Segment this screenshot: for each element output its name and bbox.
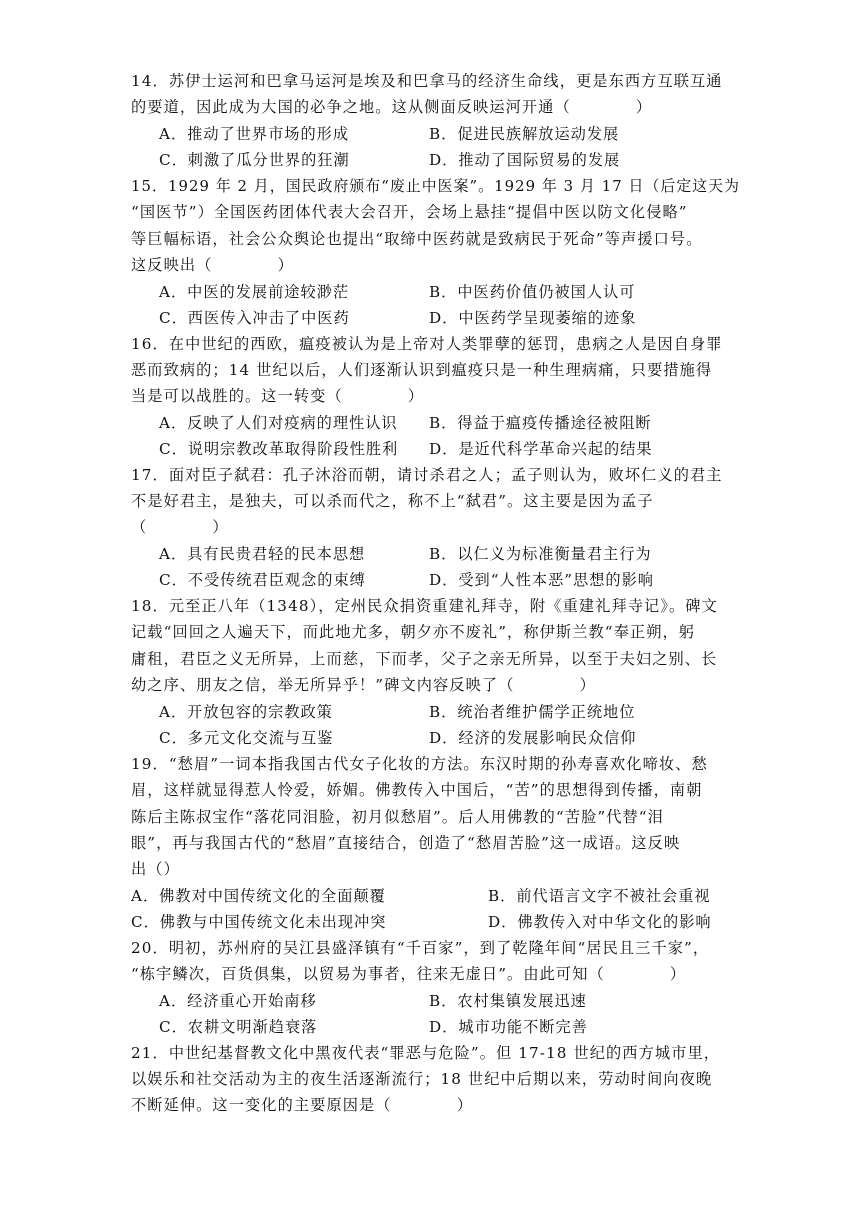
question-15-option-a[interactable]: A．中医的发展前途较渺茫	[159, 283, 350, 301]
question-14-option-c[interactable]: C．刺激了瓜分世界的狂潮	[159, 151, 350, 169]
question-18-option-b[interactable]: B．统治者维护儒学正统地位	[429, 703, 636, 721]
question-19-option-c[interactable]: C．佛教与中国传统文化未出现冲突	[131, 913, 387, 931]
question-19-stem-line-3: 陈后主陈叔宝作“落花同泪脸，初月似愁眉”。后人用佛教的“苦脸”代替“泪	[131, 808, 664, 826]
question-20-option-a[interactable]: A．经济重心开始南移	[159, 992, 317, 1010]
question-19-option-b[interactable]: B．前代语言文字不被社会重视	[488, 887, 711, 905]
question-16-stem-line-1: 16．在中世纪的西欧，瘟疫被认为是上帝对人类罪孽的惩罚，患病之人是因自身罪	[131, 335, 723, 353]
question-18-option-c[interactable]: C．多元文化交流与互鉴	[159, 729, 334, 747]
question-20-stem-line-2: “栋宇鳞次，百货俱集，以贸易为事者，往来无虚日”。由此可知（ ）	[131, 965, 687, 983]
question-17-stem-line-3: （ ）	[131, 518, 229, 536]
question-19-option-d[interactable]: D．佛教传入对中华文化的影响	[488, 913, 712, 931]
question-18-stem-line-1: 18．元至正八年（1348），定州民众捐资重建礼拜寺，附《重建礼拜寺记》。碑文	[131, 597, 718, 615]
question-14-option-d[interactable]: D．推动了国际贸易的发展	[429, 151, 621, 169]
question-19-stem-line-5: 出（）	[131, 860, 180, 878]
question-16-stem-line-3: 当是可以战胜的。这一转变（ ）	[131, 387, 425, 405]
question-18-stem-line-3: 庸租，君臣之义无所异，上而慈，下而孝，父子之亲无所异，以至于夫妇之别、长	[131, 650, 718, 668]
question-19-stem-line-1: 19．“愁眉”一词本指我国古代女子化妆的方法。东汉时期的孙寿喜欢化啼妆、愁	[131, 755, 708, 773]
question-15-stem-line-2: “国医节”）全国医药团体代表大会召开，会场上悬挂“提倡中医以防文化侵略”	[131, 203, 688, 221]
question-17-stem-line-1: 17．面对臣子弑君：孔子沐浴而朝，请讨杀君之人；孟子则认为，败坏仁义的君主	[131, 466, 723, 484]
question-16-option-b[interactable]: B．得益于瘟疫传播途径被阻断	[429, 414, 652, 432]
question-15-stem-line-1: 15．1929 年 2 月，国民政府颁布“废止中医案”。1929 年 3 月 17 日（后定这天为	[131, 177, 740, 195]
question-15-stem-line-3: 等巨幅标语，社会公众舆论也提出“取缔中医药就是致病民于死命”等声援口号。	[131, 230, 703, 248]
question-15-option-b[interactable]: B．中医药价值仍被国人认可	[429, 283, 636, 301]
question-20-option-c[interactable]: C．农耕文明渐趋衰落	[159, 1018, 318, 1036]
question-21-stem-line-1: 21．中世纪基督教文化中黑夜代表“罪恶与危险”。但 17-18 世纪的西方城市里，	[131, 1044, 721, 1062]
question-18-option-d[interactable]: D．经济的发展影响民众信仰	[429, 729, 637, 747]
question-14-stem-line-2: 的要道，因此成为大国的必争之地。这从侧面反映运河开通（ ）	[131, 98, 653, 116]
question-14-stem-line-1: 14．苏伊士运河和巴拿马运河是埃及和巴拿马的经济生命线，更是东西方互联互通	[131, 72, 723, 90]
question-17-option-d[interactable]: D．受到“人性本恶”思想的影响	[429, 571, 654, 589]
question-15-option-c[interactable]: C．西医传入冲击了中医药	[159, 309, 350, 327]
question-21-stem-line-3: 不断延伸。这一变化的主要原因是（ ）	[131, 1096, 474, 1114]
question-19-option-a[interactable]: A．佛教对中国传统文化的全面颠覆	[131, 887, 386, 905]
question-20-stem-line-1: 20．明初，苏州府的吴江县盛泽镇有“千百家”，到了乾隆年间“居民且三千家”，	[131, 939, 710, 957]
question-17-stem-line-2: 不是好君主，是独夫，可以杀而代之，称不上“弑君”。这主要是因为孟子	[131, 492, 654, 510]
question-18-stem-line-2: 记载“回回之人遍天下，而此地尤多，朝夕亦不废礼”，称伊斯兰教“奉正朔，躬	[131, 623, 696, 641]
question-16-option-d[interactable]: D．是近代科学革命兴起的结果	[429, 440, 653, 458]
question-18-option-a[interactable]: A．开放包容的宗教政策	[159, 703, 333, 721]
question-16-option-c[interactable]: C．说明宗教改革取得阶段性胜利	[159, 440, 399, 458]
question-16-option-a[interactable]: A．反映了人们对疫病的理性认识	[159, 414, 398, 432]
question-21-stem-line-2: 以娱乐和社交活动为主的夜生活逐渐流行；18 世纪中后期以来，劳动时间向夜晚	[131, 1070, 713, 1088]
question-14-option-b[interactable]: B．促进民族解放运动发展	[429, 125, 620, 143]
question-17-option-b[interactable]: B．以仁义为标准衡量君主行为	[429, 545, 652, 563]
question-17-option-c[interactable]: C．不受传统君臣观念的束缚	[159, 571, 366, 589]
question-19-stem-line-4: 眼”，再与我国古代的“愁眉”直接结合，创造了“愁眉苦脸”这一成语。这反映	[131, 834, 681, 852]
question-19-stem-line-2: 眉，这样就显得惹人怜爱，娇媚。佛教传入中国后，“苦”的思想得到传播，南朝	[131, 781, 703, 799]
question-15-stem-line-4: 这反映出（ ）	[131, 256, 294, 274]
question-17-option-a[interactable]: A．具有民贵君轻的民本思想	[159, 545, 366, 563]
question-14-option-a[interactable]: A．推动了世界市场的形成	[159, 125, 350, 143]
question-20-option-b[interactable]: B．农村集镇发展迅速	[429, 992, 587, 1010]
question-18-stem-line-4: 幼之序、朋友之信，举无所异乎！”碑文内容反映了（ ）	[131, 676, 596, 694]
question-15-option-d[interactable]: D．中医药学呈现萎缩的迹象	[429, 309, 637, 327]
question-20-option-d[interactable]: D．城市功能不断完善	[429, 1018, 588, 1036]
question-16-stem-line-2: 恶而致病的；14 世纪以后，人们逐渐认识到瘟疫只是一种生理病痛，只要措施得	[131, 361, 713, 379]
